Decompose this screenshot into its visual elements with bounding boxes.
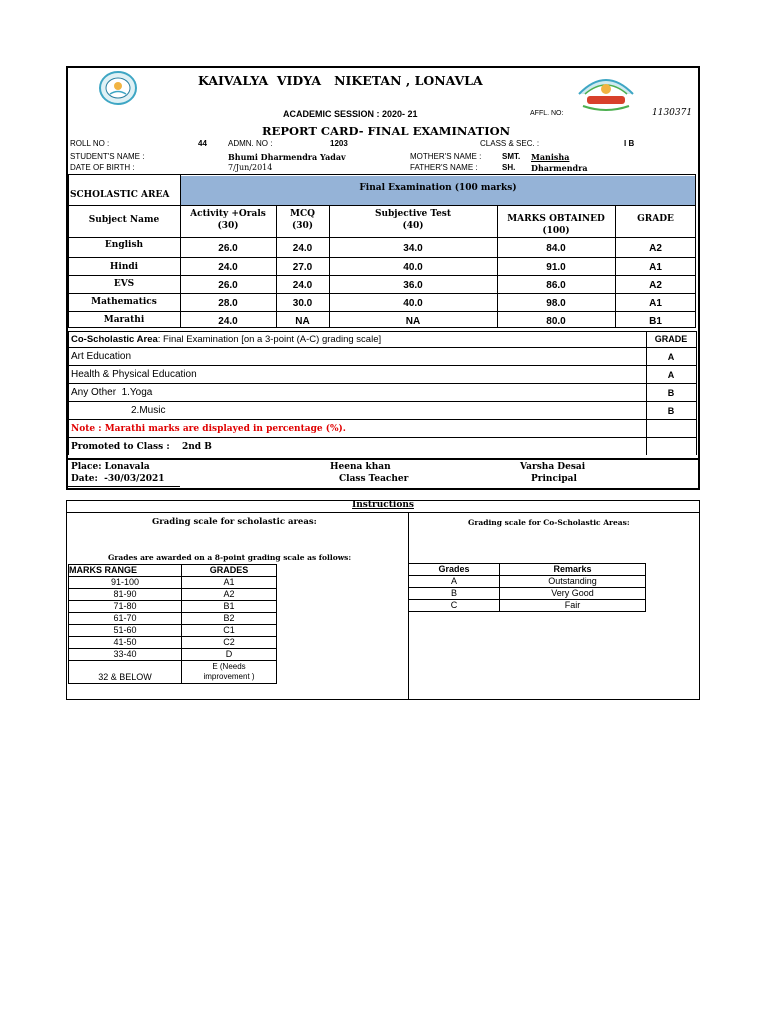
table-row-grade: C — [409, 600, 500, 612]
table-row-range: 61-70 — [69, 613, 182, 625]
table-row-mcq: 27.0 — [292, 262, 313, 273]
table-row-grade: A1 — [649, 298, 662, 309]
table-row-remark: Fair — [500, 600, 646, 612]
table-row-range: 71-80 — [69, 601, 182, 613]
col-subject-name: Subject Name — [88, 215, 160, 225]
coscholastic-row-label: Any Other 1.Yoga — [71, 387, 153, 398]
table-row-subjective: 34.0 — [403, 243, 423, 254]
eight-point-note: Grades are awarded on a 8-point grading scale as follows: — [108, 553, 352, 562]
table-row-grade: B2 — [182, 613, 277, 625]
coscholastic-heading — [71, 334, 381, 345]
scholastic-grade-table — [68, 564, 277, 684]
father-prefix: SH. — [502, 163, 516, 172]
scholastic-scale-heading: Grading scale for scholastic areas: — [152, 517, 317, 527]
place: Place: Lonavala — [71, 462, 150, 472]
admn-label: ADMN. NO : — [228, 139, 273, 148]
principal-role: Principal — [531, 474, 577, 484]
col-activity: Activity +Orals — [190, 209, 266, 219]
table-row-mcq: NA — [295, 316, 310, 327]
table-row-grade: C2 — [182, 637, 277, 649]
table-row-subject: EVS — [113, 279, 135, 289]
table-row-range: 41-50 — [69, 637, 182, 649]
table-row-activity: 28.0 — [218, 298, 238, 309]
col-grade: GRADE — [637, 214, 674, 224]
col-marks-max: (100) — [542, 226, 570, 236]
scholastic-area-label: SCHOLASTIC AREA — [70, 190, 170, 200]
class-label: CLASS & SEC. : — [480, 139, 540, 148]
table-row-mcq: 24.0 — [292, 280, 313, 291]
table-row-subject: English — [104, 240, 144, 250]
table-row-activity: 24.0 — [218, 262, 238, 273]
table-row-grade: A2 — [649, 280, 662, 291]
table-row-grade: B — [409, 588, 500, 600]
table-row-mcq: 30.0 — [292, 298, 313, 309]
last-grade-line1: E (Needs — [212, 662, 246, 671]
affl-number: 1130371 — [652, 108, 693, 118]
coscholastic-row-label: Art Education — [71, 351, 132, 362]
marks-range-header: MARKS RANGE — [69, 565, 182, 577]
col-activity-max: (30) — [217, 221, 239, 231]
table-row-range: 32 & BELOW — [69, 661, 182, 684]
table-row-remark: Outstanding — [500, 576, 646, 588]
coscholastic-grade-header: GRADE — [654, 334, 688, 344]
exam-header: Final Examination (100 marks) — [359, 183, 517, 193]
roll-value: 44 — [198, 139, 207, 148]
coscholastic-heading-rest: : Final Examination [on a 3-point (A-C) grading scale] — [157, 334, 382, 345]
affl-label: AFFL. NO: — [530, 110, 564, 117]
table-row-grade — [182, 661, 277, 684]
mother-name-label: MOTHER'S NAME : — [410, 152, 482, 161]
teacher-name: Heena khan — [330, 462, 391, 472]
last-grade-line2: improvement ) — [203, 672, 255, 681]
dob-label: DATE OF BIRTH : — [70, 163, 135, 172]
table-row-grade: B1 — [649, 316, 662, 327]
student-name-label: STUDENT'S NAME : — [70, 152, 145, 161]
table-row-subjective: 40.0 — [403, 298, 423, 309]
instructions-title: Instructions — [352, 500, 414, 510]
table-row-marks: 80.0 — [546, 316, 566, 327]
col-subjective: Subjective Test — [374, 209, 452, 219]
table-row-subject: Marathi — [103, 315, 145, 325]
table-row-activity: 24.0 — [218, 316, 238, 327]
school-logo-right — [575, 72, 637, 112]
report-title: REPORT CARD- FINAL EXAMINATION — [262, 124, 511, 138]
table-row-subjective: 40.0 — [403, 262, 423, 273]
promoted-label: Promoted to Class : — [71, 442, 170, 452]
academic-session: ACADEMIC SESSION : 2020- 21 — [283, 109, 418, 119]
mother-name-value: Manisha — [531, 152, 570, 162]
col-marks-obtained: MARKS OBTAINED — [507, 214, 605, 224]
roll-label: ROLL NO : — [70, 139, 110, 148]
coscholastic-scale-heading: Grading scale for Co-Scholastic Areas: — [468, 518, 630, 527]
table-row-marks: 84.0 — [546, 243, 566, 254]
promoted-value: 2nd B — [182, 442, 212, 452]
father-name-label: FATHER'S NAME : — [410, 163, 478, 172]
coscholastic-heading-bold: Co-Scholastic Area — [71, 334, 158, 345]
table-row-activity: 26.0 — [218, 243, 238, 254]
table-row-grade: A2 — [182, 589, 277, 601]
table-row-activity: 26.0 — [218, 280, 238, 291]
table-row-subjective: NA — [405, 316, 421, 327]
coscholastic-row-label: 2.Music — [131, 405, 166, 416]
table-row-grade: A1 — [649, 262, 662, 273]
coscholastic-row-label: Health & Physical Education — [71, 369, 197, 380]
table-row-grade: D — [182, 649, 277, 661]
table-row-subjective: 36.0 — [403, 280, 423, 291]
date: Date: -30/03/2021 — [71, 474, 165, 484]
table-row-marks: 91.0 — [546, 262, 566, 273]
table-row-grade: A — [409, 576, 500, 588]
table-row-grade: A1 — [182, 577, 277, 589]
mother-prefix: SMT. — [502, 152, 521, 161]
table-row-range: 51-60 — [69, 625, 182, 637]
col-mcq: MCQ — [290, 209, 315, 219]
table-row-marks: 98.0 — [546, 298, 566, 309]
table-row-mcq: 24.0 — [292, 243, 313, 254]
table-row-grade: A2 — [649, 243, 662, 254]
school-name: KAIVALYA VIDYA NIKETAN , LONAVLA — [198, 73, 483, 88]
table-row-subject: Mathematics — [91, 297, 157, 307]
school-logo-left — [96, 70, 140, 106]
grades-header: GRADES — [182, 565, 277, 577]
table-row-grade: C1 — [182, 625, 277, 637]
co-grades-header: Grades — [409, 564, 500, 576]
coscholastic-row-grade: B — [667, 406, 675, 416]
teacher-role: Class Teacher — [339, 474, 409, 484]
dob-value: 7/Jun/2014 — [228, 163, 273, 172]
father-name-value: Dharmendra — [531, 163, 588, 173]
coscholastic-row-grade: A — [667, 352, 675, 362]
principal-name: Varsha Desai — [520, 462, 586, 472]
coscholastic-grade-table — [408, 563, 646, 612]
table-row-grade: B1 — [182, 601, 277, 613]
col-subjective-max: (40) — [402, 221, 424, 231]
marathi-note: Note : Marathi marks are displayed in percentage (%). — [71, 424, 346, 434]
co-remarks-header: Remarks — [500, 564, 646, 576]
table-row-subject: Hindi — [109, 262, 139, 272]
coscholastic-row-grade: B — [667, 388, 675, 398]
col-mcq-max: (30) — [291, 221, 314, 231]
admn-value: 1203 — [330, 139, 348, 148]
student-name-value: Bhumi Dharmendra Yadav — [228, 152, 346, 162]
table-row-range: 81-90 — [69, 589, 182, 601]
coscholastic-row-grade: A — [667, 370, 675, 380]
table-row-range: 91-100 — [69, 577, 182, 589]
table-row-remark: Very Good — [500, 588, 646, 600]
table-row-marks: 86.0 — [546, 280, 566, 291]
table-row-range: 33-40 — [69, 649, 182, 661]
class-value: I B — [624, 139, 635, 148]
